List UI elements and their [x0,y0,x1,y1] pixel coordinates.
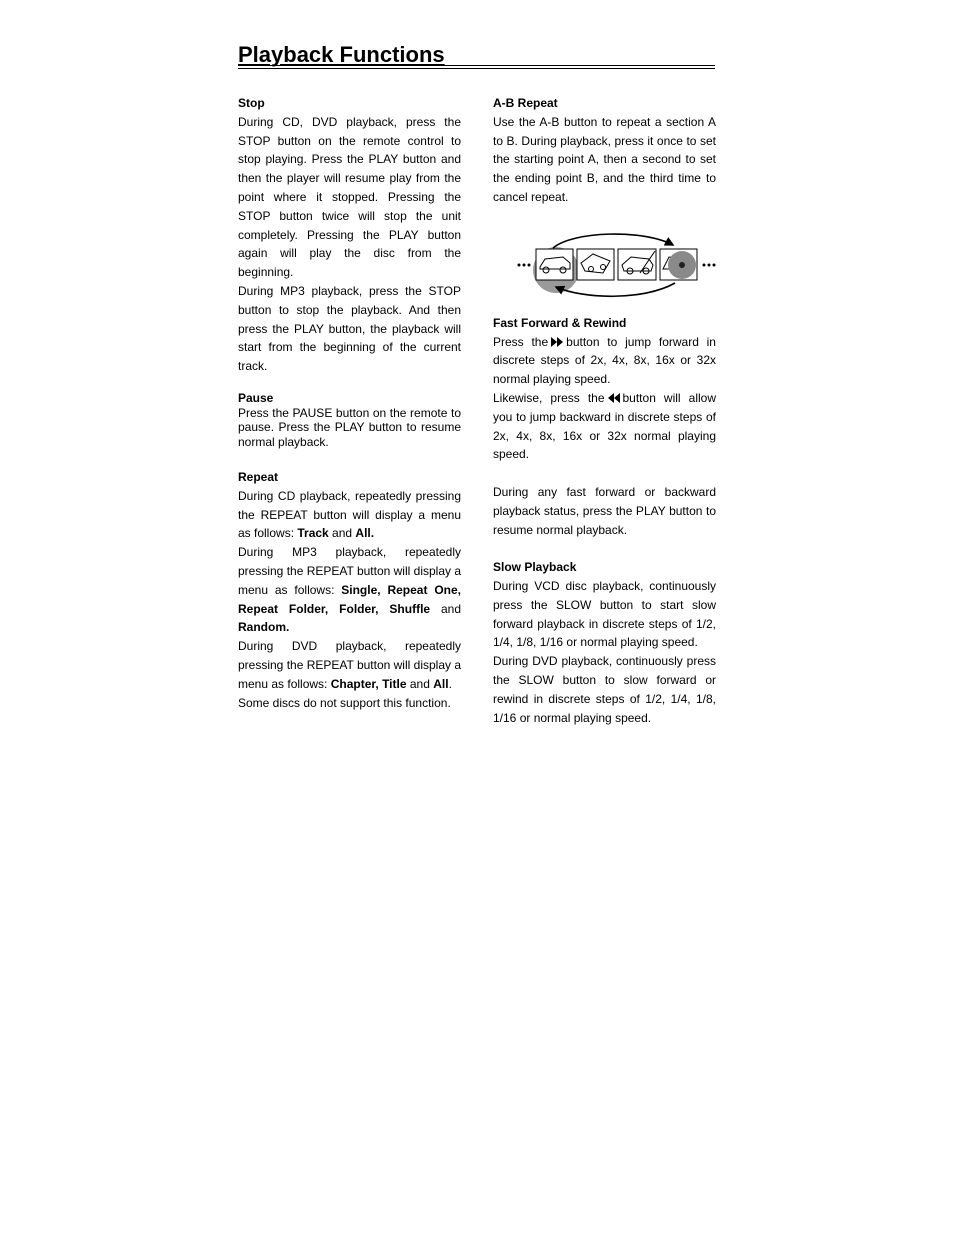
repeat-dvd-text: During DVD playback, repeatedly pressing the REPEAT button will display a menu as follows: [238,639,462,691]
repeat-dvd-end: . [448,676,452,691]
repeat-dvd-options: Chapter, Title [330,676,407,691]
spacer [493,299,716,314]
resume-paragraph: During any fast forward or backward playback status, press the PLAY button to resume normal playback. [493,484,716,537]
spacer [238,449,461,468]
repeat-heading: Repeat [238,469,279,484]
pause-heading: Pause [238,390,274,405]
page-header [238,40,715,70]
spacer [493,539,716,558]
arrow-a-to-b-icon [553,234,673,248]
fast-forward-heading: Fast Forward & Rewind [493,315,627,330]
slow-dvd-paragraph: During DVD playback, continuously press the SLOW button to slow forward or rewind in discrete steps of 1/2, 1/4, 1/8, 1/16 or normal playing speed. [493,654,716,725]
repeat-mp3-and: and [430,601,462,616]
spacer [493,464,716,483]
repeat-dvd-option-all: All [433,676,449,691]
ab-repeat-heading: A-B Repeat [493,96,558,110]
ff-post-text: button to jump forward in discrete steps of 2x, 4x, 8x, 16x or 32x normal playing speed. [493,334,716,387]
repeat-mp3-options: Single, Repeat One, Repeat Folder, Folder, Shuffle [238,582,461,616]
ellipsis-right-icon [703,263,716,266]
title-rule-top [238,65,715,66]
ab-repeat-paragraph: Use the A-B button to repeat a section A to B. During playback, press it once to set the starting point A, then a second to set the ending point B, and the third time to cancel repeat. [493,114,716,204]
page-title: Playback Functions [238,42,445,67]
repeat-mp3-paragraph [238,543,461,637]
stop-paragraph-2: During MP3 playback, press the STOP button to stop the playback. And then press the PLAY button, the playback will start from the beginning of the current track. [238,283,461,374]
pause-paragraph: Press the PAUSE button on the remote to pause. Press the PLAY button to resume normal playback. [238,405,461,449]
repeat-note: Some discs do not support this function. [238,695,451,710]
ff-pre-text: Press the [493,334,549,349]
repeat-cd-text: During CD playback, repeatedly pressing the REPEAT button will display a menu as follows: [238,488,461,541]
repeat-dvd-and: and [406,676,434,691]
rewind-paragraph [493,389,716,464]
right-column [493,94,716,727]
rw-post-text: button will allow you to jump backward in discrete steps of 2x, 4x, 8x, 16x or 32x normal playing speed. [493,390,716,462]
slow-heading: Slow Playback [493,560,577,575]
rewind-icon [608,393,620,403]
repeat-dvd-paragraph [238,637,461,693]
ellipsis-left-icon [518,263,531,266]
repeat-cd-option-track: Track [297,526,329,541]
repeat-cd-paragraph [238,487,461,543]
fast-forward-icon [551,337,563,347]
repeat-cd-and: and [328,526,356,541]
rw-pre-text: Likewise, press the [493,390,605,405]
repeat-mp3-text: During MP3 playback, repeatedly pressing the REPEAT button will display a menu as follows: [238,545,462,597]
repeat-cd-option-all: All. [355,526,375,541]
slow-vcd-paragraph: During VCD disc playback, continuously press the SLOW button to start slow forward playback in discrete steps of 1/2, 1/4, 1/8, 1/16 or normal playing speed. [493,578,716,650]
stop-paragraph-1: During CD, DVD playback, press the STOP button on the remote control to stop playing. Press the PLAY button and then the player will resume play from the point where it stopped. Pressing the STOP button twice will stop the unit completely. Pressing the PLAY button again will play the disc from the beginning. [238,114,461,280]
repeat-mp3-option-random: Random. [238,620,290,635]
fast-forward-paragraph [493,333,716,389]
ab-repeat-diagram [493,207,716,299]
left-column [238,94,461,712]
title-rule-bottom [238,68,715,69]
arrow-b-to-a-icon [556,283,675,296]
ab-repeat-illustration [493,207,716,299]
stop-heading: Stop [238,96,265,110]
spacer [238,376,461,391]
